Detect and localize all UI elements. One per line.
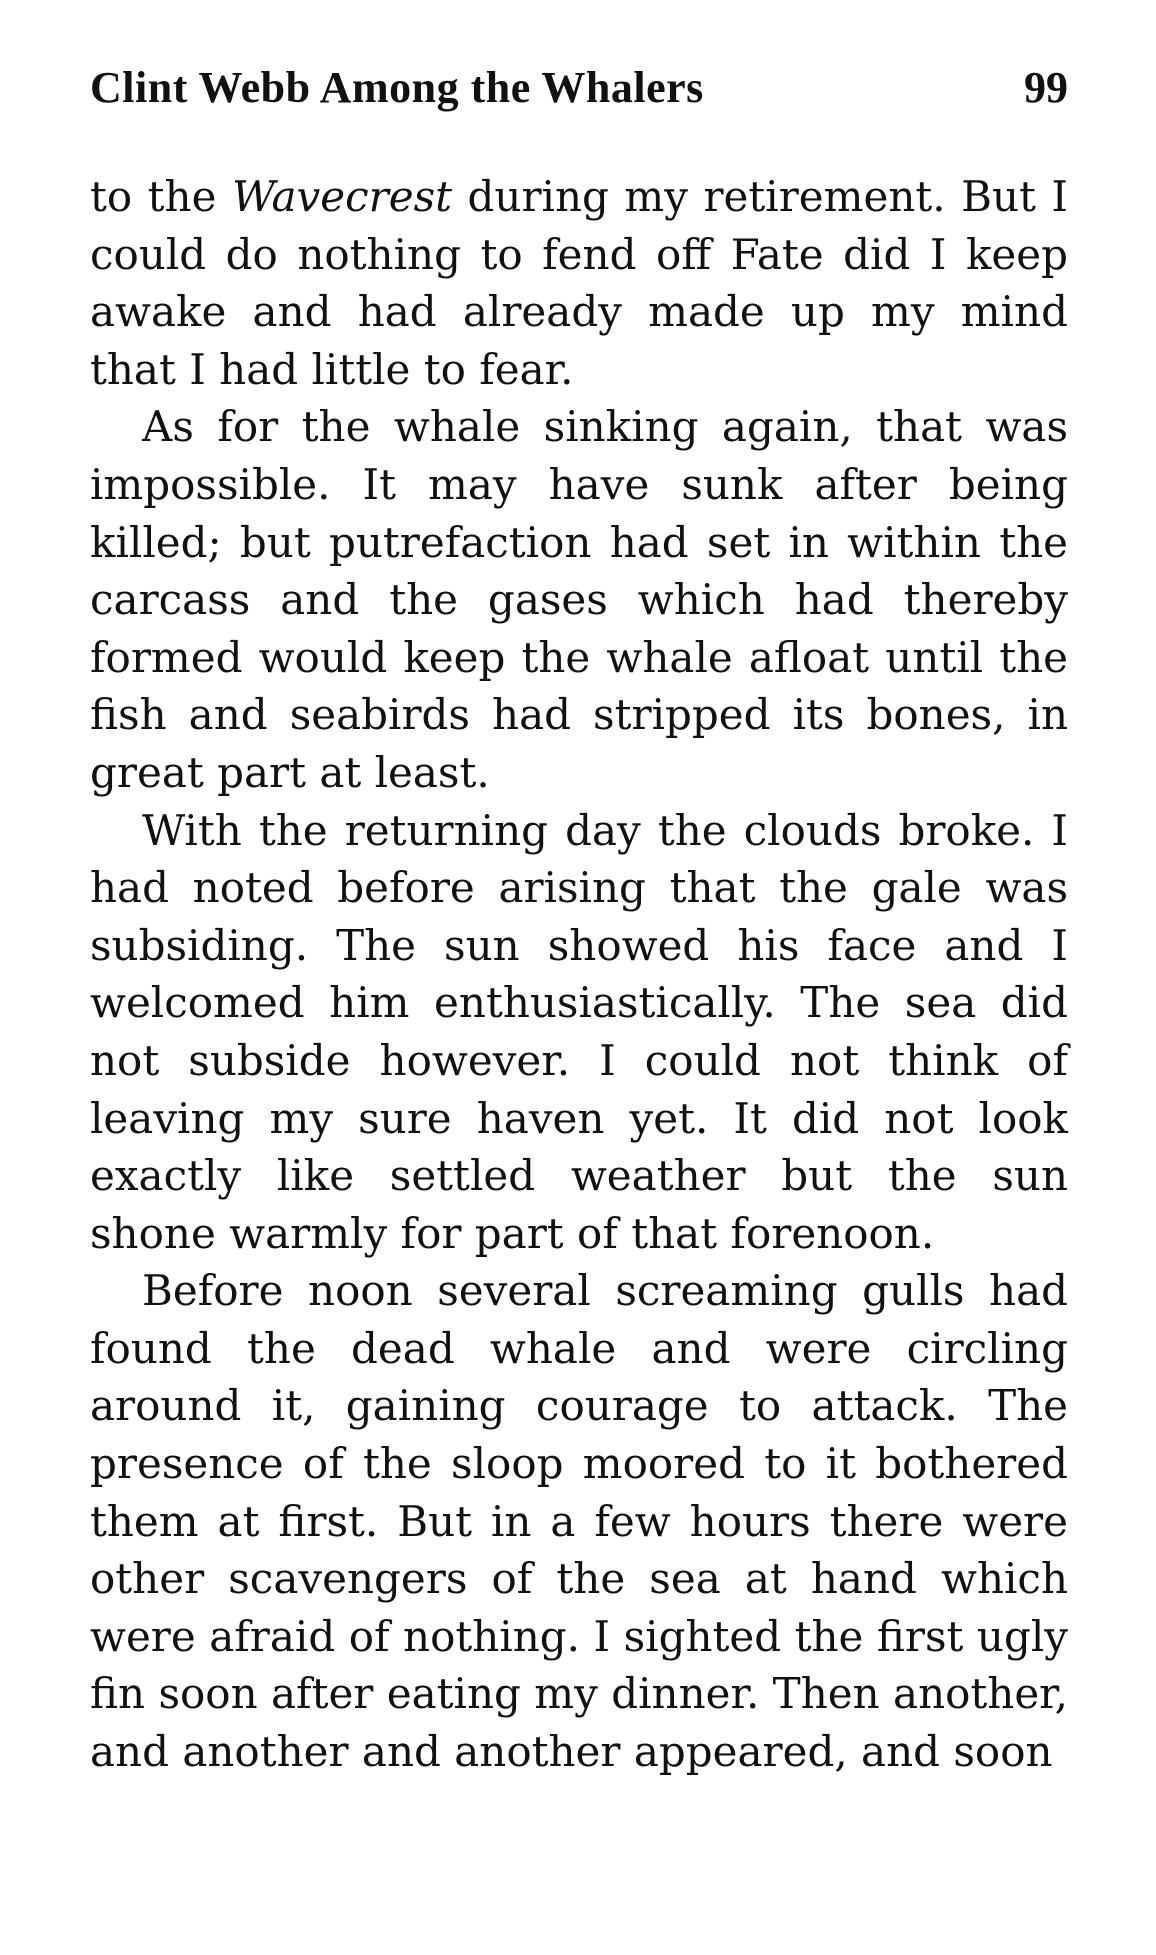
paragraph-1-text-start: to the [90, 172, 232, 221]
page-header [90, 62, 1068, 136]
paragraph-4: Before noon several screaming gulls had found the dead whale and were circling around it, gaining courage to attack. The presence of the sloop moored to it bothered them at first. But in a few hours there were other scavengers of the sea at hand which were afraid of nothing. I sighted the first ugly fin soon after eating my dinner. Then another, and another and another appeared, and soon [90, 1266, 1068, 1777]
paragraph-2: As for the whale sinking again, that was impossible. It may have sunk after being killed; but putrefaction had set in within the carcass and the gases which had thereby formed would keep the whale afloat until the fish and seabirds had stripped its bones, in great part at least. [90, 402, 1068, 797]
body-text [90, 168, 1068, 1781]
book-page [90, 62, 1068, 1781]
paragraph-1 [90, 168, 1068, 398]
paragraph-1-text-end: during my retirement. But I could do nothing to fend off Fate did I keep awake and had already made up my mind that I had little to fear. [90, 172, 1068, 394]
ship-name: Wavecrest [231, 172, 452, 221]
paragraph-3: With the returning day the clouds broke. I had noted before arising that the gale was subsiding. The sun showed his face and I welcomed him enthusiastically. The sea did not subside however. I could not think of leaving my sure haven yet. It did not look exactly like settled weather but the sun shone warmly for part of that forenoon. [90, 805, 1068, 1258]
page-number: 99 [1024, 63, 1068, 112]
running-title: Clint Webb Among the Whalers [90, 63, 704, 112]
